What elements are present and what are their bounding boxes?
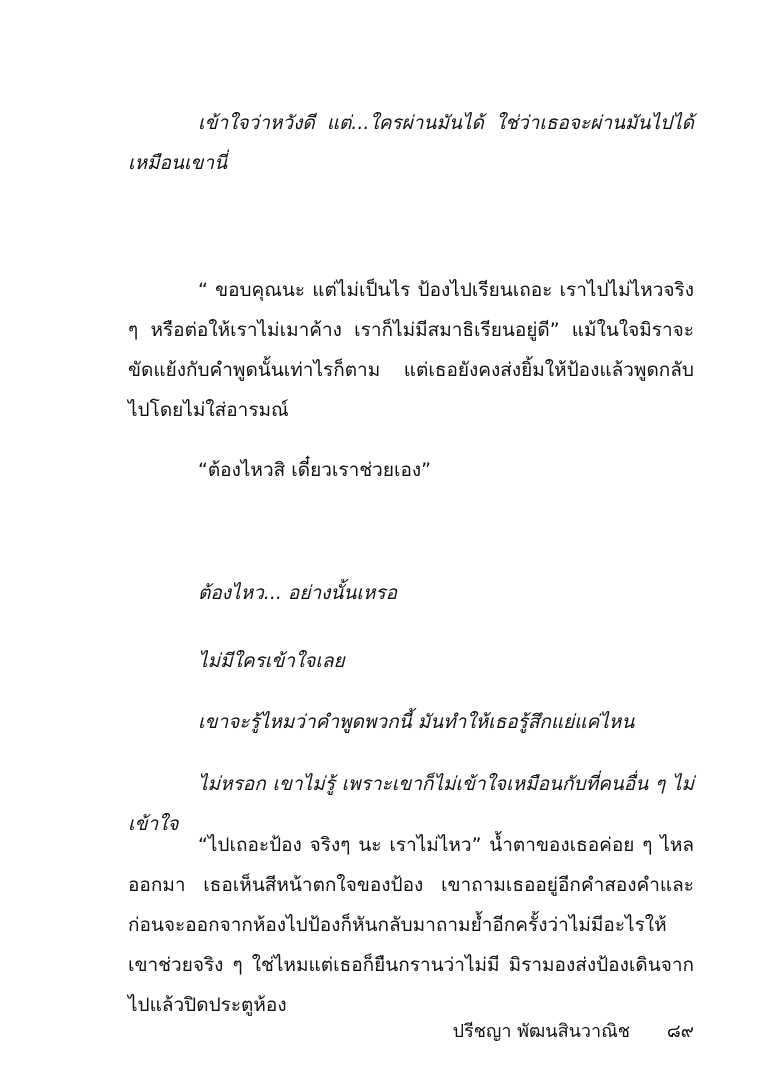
- paragraph-narrative: “ไปเถอะป้อง จริงๆ นะ เราไม่ไหว” น้ำตาของเธอค่อย ๆ ไหลออกมา เธอเห็นสีหน้าตกใจของป้อง เขาถามเธออยู่อีกคำสองคำและก่อนจะออกจากห้องไปป้องก็หันกลับมาถามย้ำอีกครั้งว่าไม่มีอะไรให้เขาช่วยจริง ๆ ใช่ไหมแต่เธอก็ยืนกรานว่าไม่มี มิรามองส่งป้องเดินจากไปแล้วปิดประตูห้อง: [128, 834, 694, 1016]
- footer-author: ปรีชญา พัฒนสินวาณิช: [452, 1021, 630, 1042]
- paragraph-inner-thought-1: เข้าใจว่าหวังดี แต่...ใครผ่านมันได้ ใช่ว่าเธอจะผ่านมันไปได้เหมือนเขานี่: [128, 112, 694, 174]
- page-footer: [0, 1018, 768, 1048]
- paragraph-inner-thought-3: ไม่มีใครเข้าใจเลย: [198, 650, 345, 672]
- page-number: ๘๙: [666, 1021, 694, 1042]
- paragraph-dialogue-1: “ ขอบคุณนะ แต่ไม่เป็นไร ป้องไปเรียนเถอะ เราไปไม่ไหวจริง ๆ หรือต่อให้เราไม่เมาค้าง เราก็ไม่มีสมาธิเรียนอยู่ดี” แม้ในใจมิราจะขัดแย้งกับคำพูดนั้นเท่าไรก็ตาม แต่เธอยังคงส่งยิ้มให้ป้องแล้วพูดกลับไปโดยไม่ใส่อารมณ์: [128, 279, 694, 421]
- paragraph-inner-thought-4: เขาจะรู้ไหมว่าคำพูดพวกนี้ มันทำให้เธอรู้สึกแย่แค่ไหน: [198, 711, 635, 733]
- paragraph-inner-thought-2: ต้องไหว... อย่างนั้นเหรอ: [198, 582, 398, 604]
- paragraph-dialogue-2: “ต้องไหวสิ เดี๋ยวเราช่วยเอง”: [198, 459, 431, 481]
- paragraph-inner-thought-5: ไม่หรอก เขาไม่รู้ เพราะเขาก็ไม่เข้าใจเหมือนกับที่คนอื่น ๆ ไม่เข้าใจ: [128, 773, 694, 835]
